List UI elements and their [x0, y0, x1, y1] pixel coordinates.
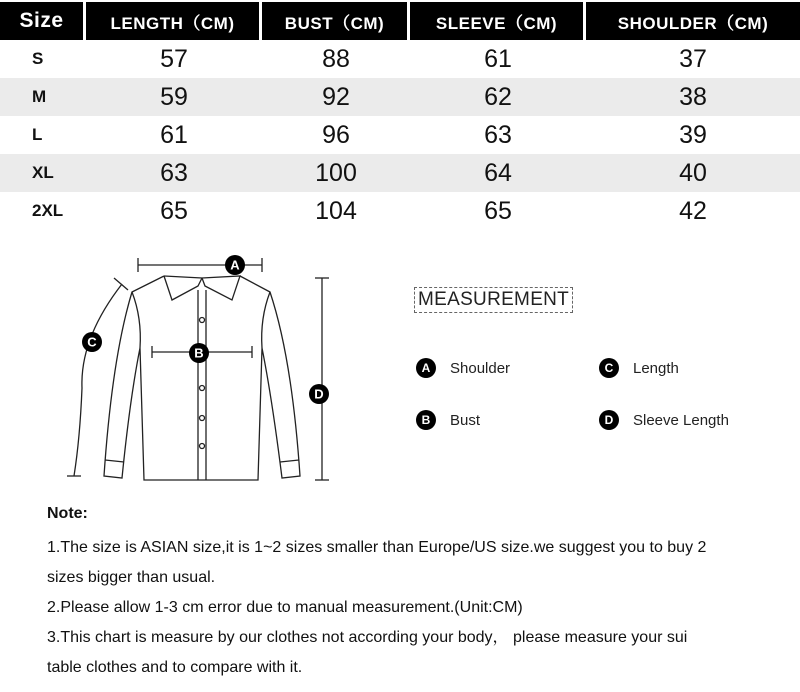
shirt-diagram — [60, 248, 360, 498]
marker-d-label: D — [314, 386, 324, 402]
shoulder-cell: 37 — [679, 44, 707, 73]
marker-a — [225, 255, 245, 275]
marker-d — [309, 384, 329, 404]
shoulder-cell: 39 — [679, 120, 707, 149]
length-cell: 65 — [160, 196, 188, 225]
header-size: Size — [0, 2, 86, 40]
legend-item-sleeve-length — [599, 410, 729, 430]
shoulder-cell: 42 — [679, 196, 707, 225]
bust-cell: 100 — [315, 158, 357, 187]
shirt-outline — [104, 276, 300, 480]
size-cell: S — [32, 49, 44, 68]
legend-badge: B — [416, 410, 436, 430]
table-row — [0, 192, 800, 230]
measurement-title: MEASUREMENT — [414, 287, 573, 313]
length-cell: 59 — [160, 82, 188, 111]
bust-cell: 88 — [322, 44, 350, 73]
shirt-buttons — [200, 318, 205, 449]
shoulder-cell: 38 — [679, 82, 707, 111]
bust-cell: 96 — [322, 120, 350, 149]
sleeve-cell: 63 — [484, 120, 512, 149]
length-cell: 57 — [160, 44, 188, 73]
note-line: 3.This chart is measure by our clothes not according your body， please measure your sui — [47, 629, 688, 646]
marker-c-label: C — [87, 334, 97, 350]
legend-badge: C — [599, 358, 619, 378]
table-row — [0, 154, 800, 192]
size-table — [0, 2, 800, 230]
table-row — [0, 78, 800, 116]
marker-b-label: B — [194, 345, 204, 361]
sleeve-cell: 65 — [484, 196, 512, 225]
table-row — [0, 40, 800, 78]
shoulder-cell: 40 — [679, 158, 707, 187]
note-line: sizes bigger than usual. — [47, 569, 216, 586]
notes-title: Note: — [47, 505, 88, 522]
note-line: 1.The size is ASIAN size,it is 1~2 sizes smaller than Europe/US size.we suggest you to buy 2 — [47, 539, 707, 556]
sleeve-cell: 62 — [484, 82, 512, 111]
legend-label: Bust — [450, 411, 481, 429]
header-bust: BUST（CM) — [262, 2, 410, 40]
header-sleeve: SLEEVE（CM) — [410, 2, 586, 40]
table-row — [0, 116, 800, 154]
sleeve-cell: 61 — [484, 44, 512, 73]
sleeve-measure-line — [67, 278, 128, 476]
size-cell: XL — [32, 163, 54, 182]
legend-item-shoulder — [416, 358, 510, 378]
legend-badge: A — [416, 358, 436, 378]
size-cell: 2XL — [32, 201, 64, 220]
length-cell: 63 — [160, 158, 188, 187]
legend-item-length — [599, 358, 679, 378]
header-length: LENGTH（CM) — [86, 2, 262, 40]
note-line: table clothes and to compare with it. — [47, 659, 303, 676]
legend-label: Sleeve Length — [633, 411, 729, 429]
bust-cell: 92 — [322, 82, 350, 111]
bust-cell: 104 — [315, 196, 357, 225]
sleeve-cell: 64 — [484, 158, 512, 187]
marker-b — [189, 343, 209, 363]
legend-badge: D — [599, 410, 619, 430]
header-shoulder: SHOULDER（CM) — [586, 2, 800, 40]
legend-label: Length — [633, 359, 679, 377]
note-line: 2.Please allow 1-3 cm error due to manual measurement.(Unit:CM) — [47, 599, 523, 616]
table-header-row — [0, 2, 800, 40]
size-cell: M — [32, 87, 47, 106]
size-cell: L — [32, 125, 43, 144]
length-cell: 61 — [160, 120, 188, 149]
legend-label: Shoulder — [450, 359, 511, 377]
marker-a-label: A — [230, 257, 240, 273]
legend-item-bust — [416, 410, 480, 430]
length-measure-line — [315, 278, 329, 480]
notes-section — [47, 505, 792, 683]
marker-c — [82, 332, 102, 352]
